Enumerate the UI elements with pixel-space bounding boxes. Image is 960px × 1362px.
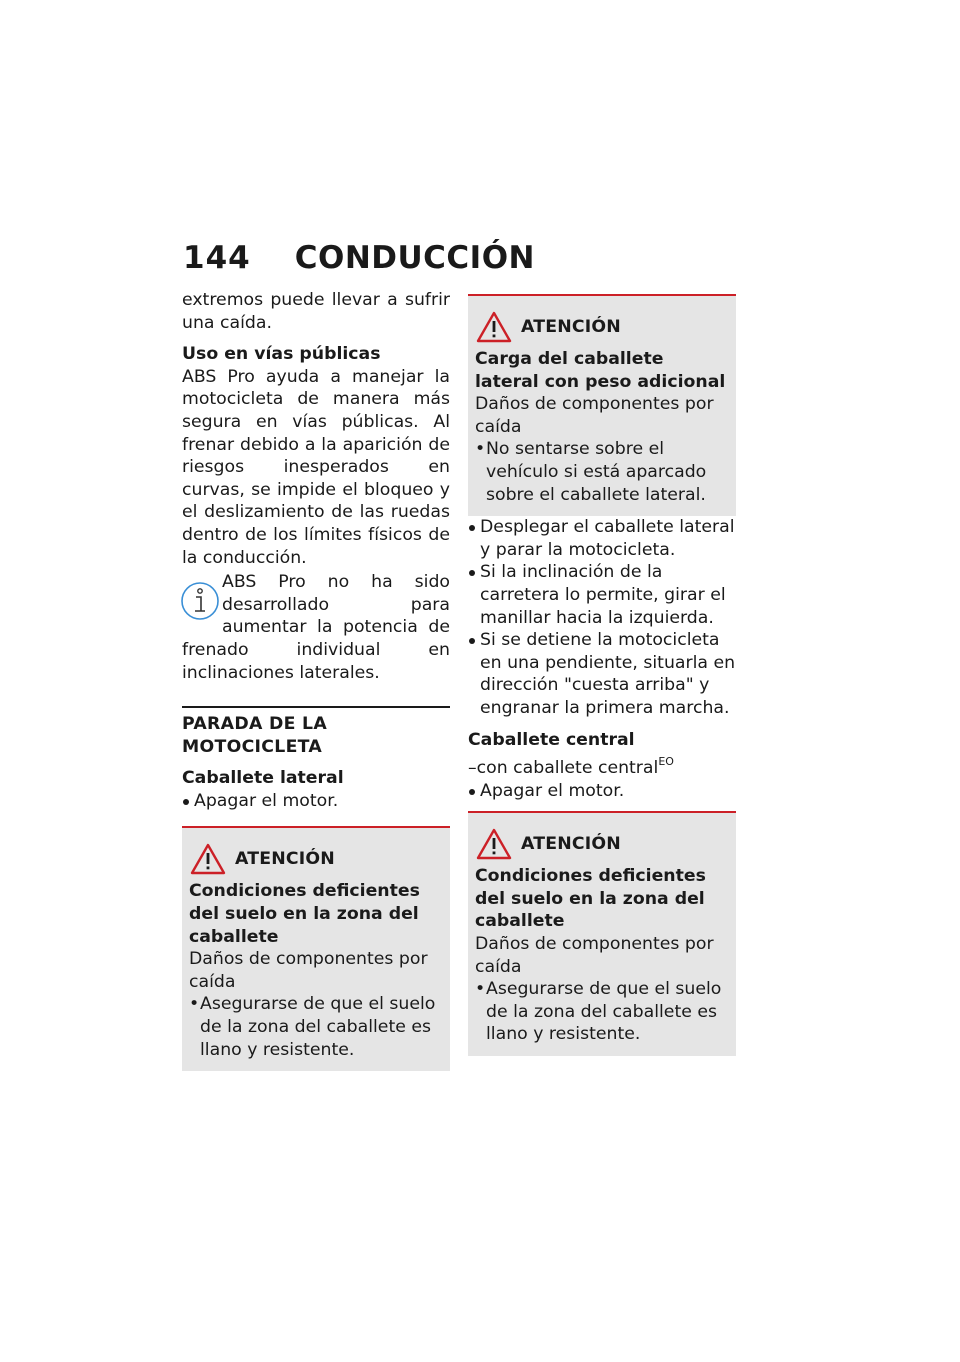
page-number: 144 — [183, 240, 251, 276]
warning-triangle-icon — [475, 310, 513, 344]
warning-description: Daños de componentes por caída — [189, 949, 428, 992]
warning-description: Daños de componentes por caída — [475, 934, 714, 977]
warning-list — [475, 438, 728, 506]
page-header — [183, 240, 535, 276]
info-note-text: ABS Pro no ha sido desarrollado para aumentar la potencia de frenado individual en inclinaciones laterales. — [182, 572, 450, 683]
warning-title: Condiciones deficientes del suelo en la zona del caballete — [189, 881, 420, 947]
warning-box — [468, 294, 736, 516]
list-item: Si se detiene la motocicleta en una pendiente, situarla en dirección "cuesta arriba" y engranar la primera marcha. — [468, 629, 736, 719]
left-bullets — [182, 790, 450, 813]
warning-label: ATENCIÓN — [521, 316, 621, 337]
option-text: –con caballete central — [468, 758, 659, 779]
right-bullets — [468, 516, 736, 719]
info-icon — [178, 577, 222, 621]
subhead-public-roads: Uso en vías públicas — [182, 344, 381, 365]
chapter-title: CONDUCCIÓN — [294, 240, 536, 276]
warning-box — [182, 826, 450, 1071]
section-title: PARADA DE LA MOTOCICLETA — [182, 706, 450, 758]
warning-item: • Asegurarse de que el suelo de la zona del caballete es llano y resistente. — [475, 978, 728, 1046]
option-code: EO — [658, 755, 674, 769]
left-column — [182, 289, 450, 1071]
warning-header — [189, 842, 442, 876]
warning-list — [189, 993, 442, 1061]
warning-triangle-icon — [475, 827, 513, 861]
intro-paragraph: extremos puede llevar a sufrir una caída. — [182, 290, 450, 333]
subhead-center-stand: Caballete central — [468, 729, 635, 750]
list-item: Apagar el motor. — [182, 790, 450, 813]
warning-title: Carga del caballete lateral con peso adicional — [475, 349, 726, 392]
subhead-side-stand: Caballete lateral — [182, 768, 344, 789]
warning-title: Condiciones deficientes del suelo en la zona del caballete — [475, 866, 706, 932]
warning-item: • Asegurarse de que el suelo de la zona del caballete es llano y resistente. — [189, 993, 442, 1061]
warning-box — [468, 811, 736, 1056]
warning-header — [475, 827, 728, 861]
warning-label: ATENCIÓN — [235, 849, 335, 870]
warning-list — [475, 978, 728, 1046]
warning-header — [475, 310, 728, 344]
list-item: Si la inclinación de la carretera lo permite, girar el manillar hacia la izquierda. — [468, 561, 736, 629]
option-line — [468, 751, 736, 780]
list-item: Apagar el motor. — [468, 780, 736, 803]
right-bullets-2 — [468, 780, 736, 803]
info-note — [182, 571, 450, 684]
right-column — [468, 294, 736, 1056]
body-paragraph: ABS Pro ayuda a manejar la motocicleta de manera más segura en vías públicas. Al frenar debido a la aparición de riesgos inesperados en curvas, se impide el bloqueo y el deslizamiento de las ruedas dentro de los límites físicos de la conducción. — [182, 366, 450, 568]
warning-description: Daños de componentes por caída — [475, 394, 714, 437]
list-item: Desplegar el caballete lateral y parar la motocicleta. — [468, 516, 736, 561]
warning-label: ATENCIÓN — [521, 833, 621, 854]
warning-triangle-icon — [189, 842, 227, 876]
warning-item: • No sentarse sobre el vehículo si está aparcado sobre el caballete lateral. — [475, 438, 728, 506]
